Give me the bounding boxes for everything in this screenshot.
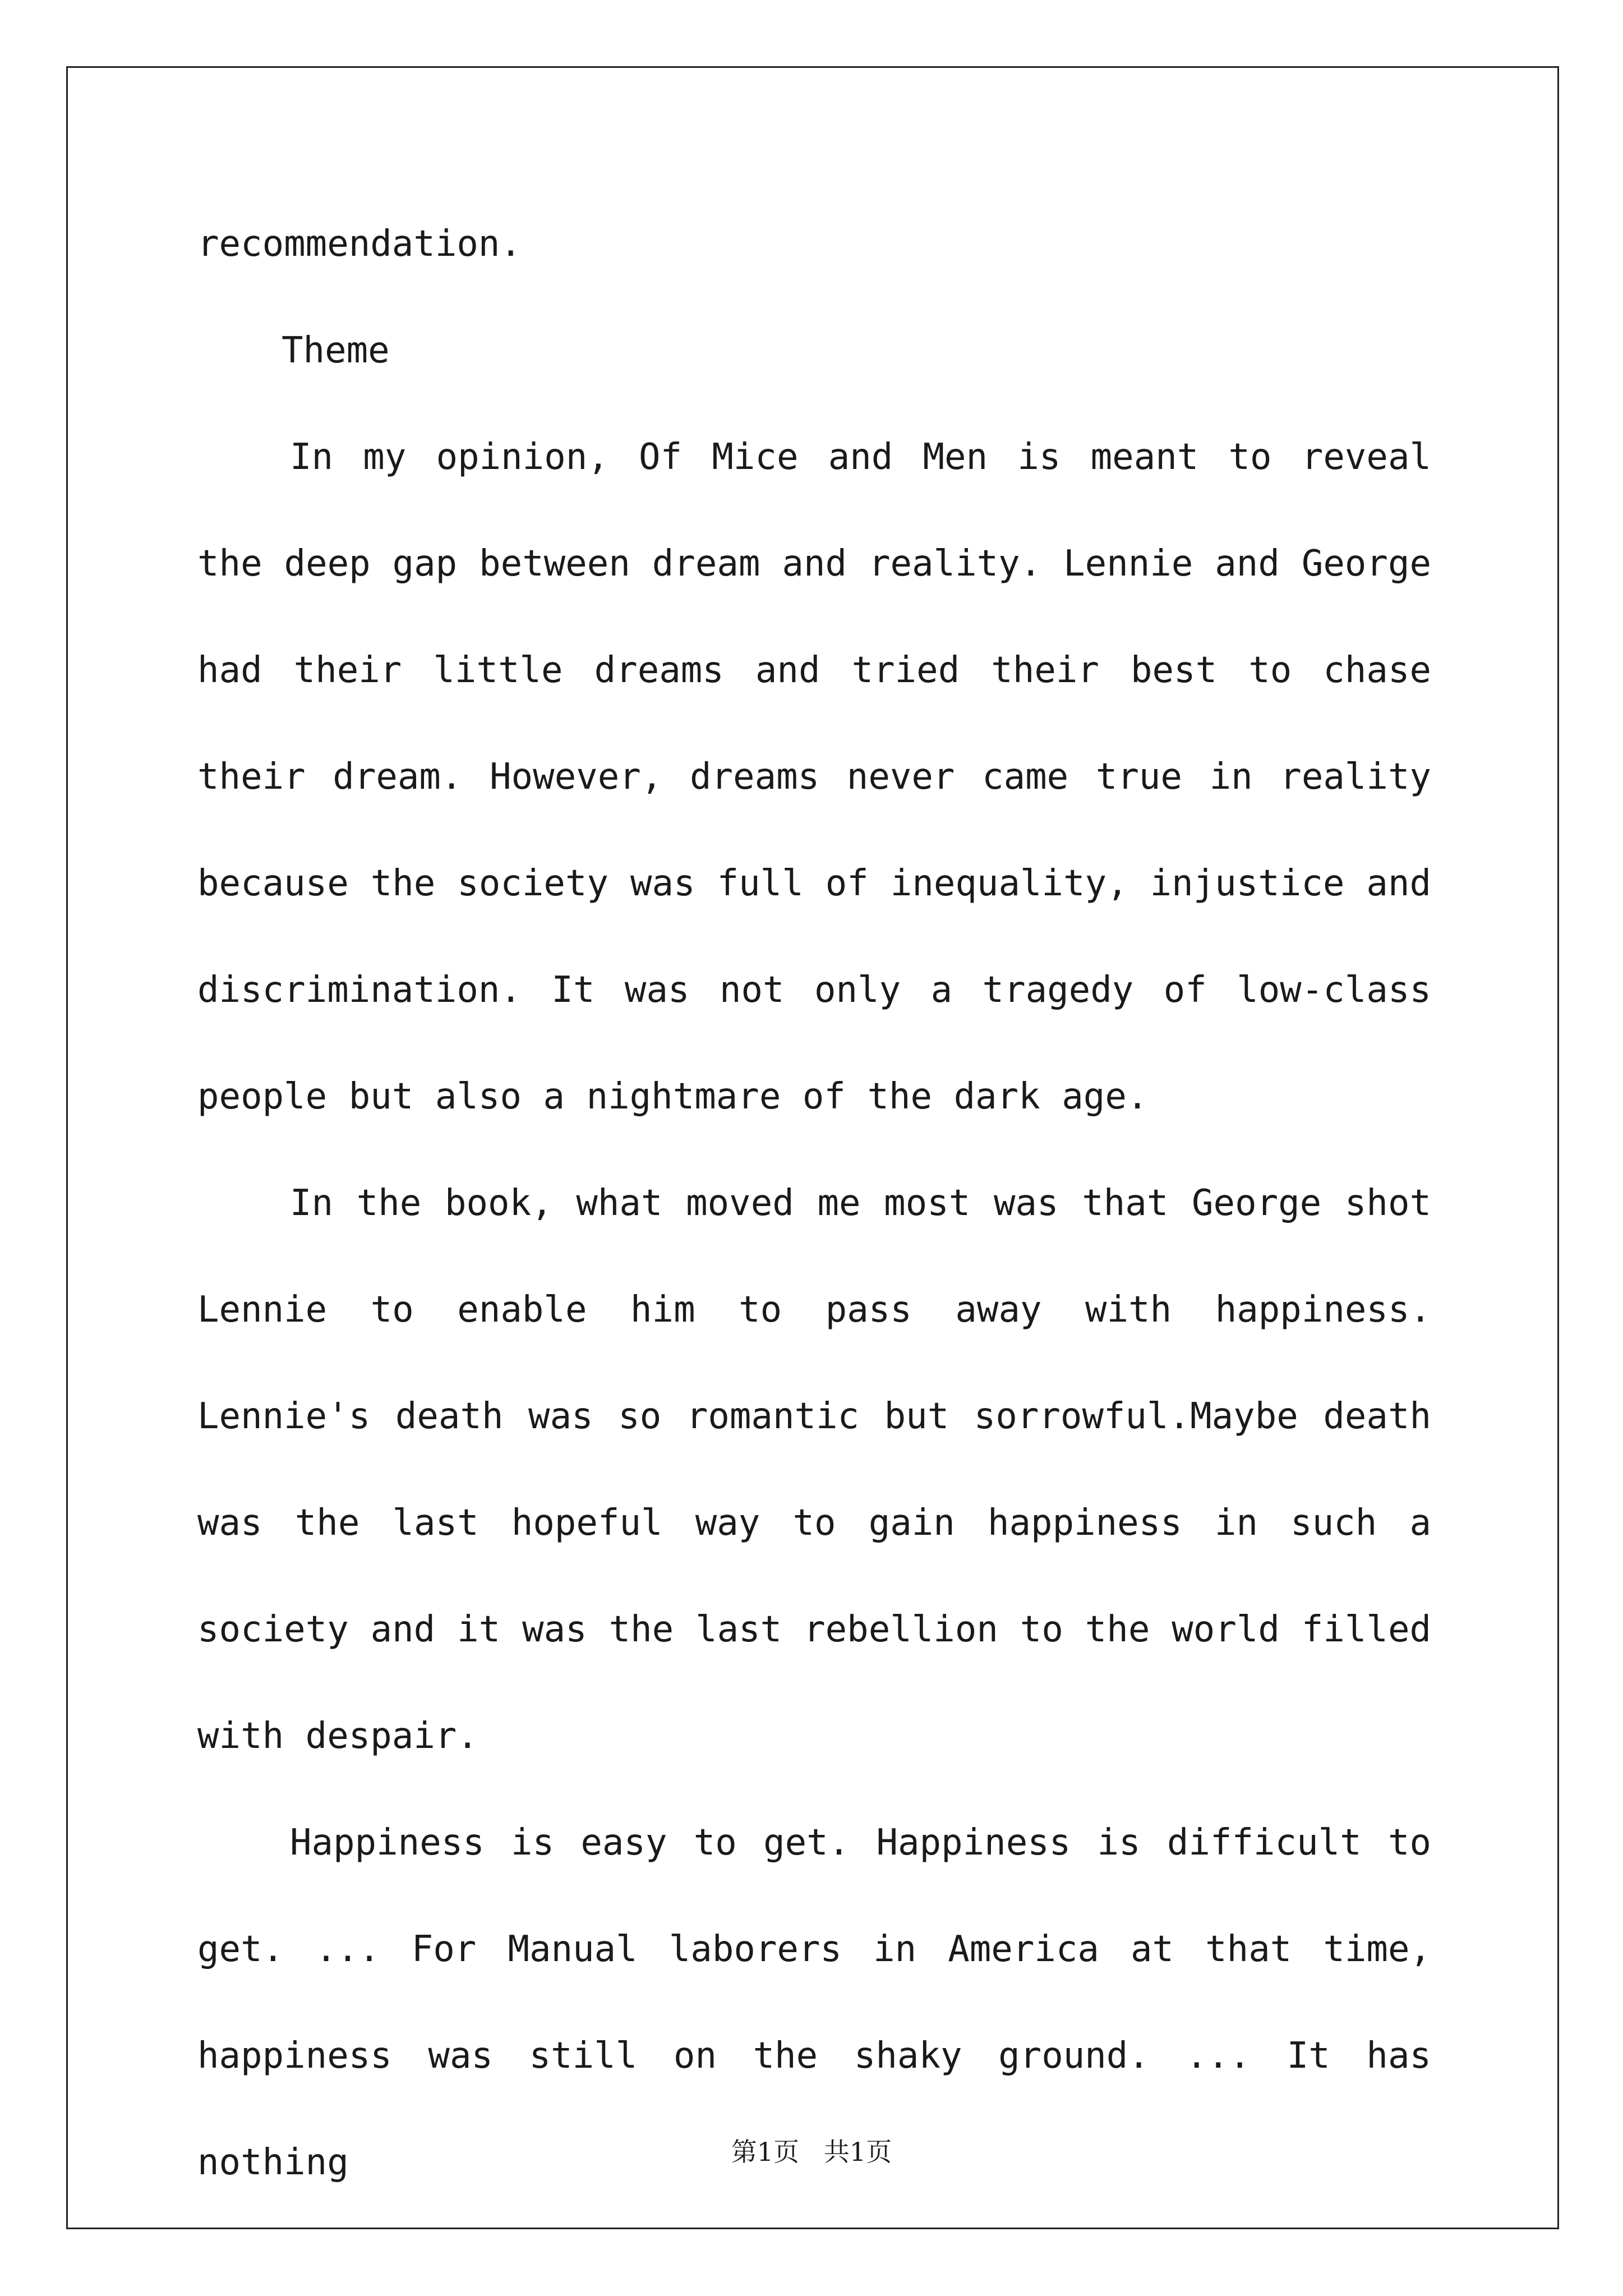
- section-heading: Theme: [282, 330, 390, 371]
- paragraph: Happiness is easy to get. Happiness is difficult to get. ... For Manual laborers in America at that time, happiness was still on the shaky ground. ... It has nothing: [197, 1822, 1431, 2183]
- page-number-footer: 第1页 共1页: [731, 2137, 892, 2167]
- paragraph: In the book, what moved me most was that George shot Lennie to enable him to pass away with happiness. Lennie's death was so romantic but sorrowful.Maybe death was the last hopeful way to gain happiness in such a society and it was the last rebellion to the world filled with despair.: [197, 1182, 1431, 1757]
- document-body: [197, 191, 1431, 2216]
- paragraph: In my opinion, Of Mice and Men is meant to reveal the deep gap between dream and reality. Lennie and George had their little dreams and tried their best to chase their dream. However, dreams never came true in reality because the society was full of inequality, injustice and discrimination. It was not only a tragedy of low-class people but also a nightmare of the dark age.: [197, 436, 1431, 1117]
- paragraph-continuation: recommendation.: [197, 223, 522, 265]
